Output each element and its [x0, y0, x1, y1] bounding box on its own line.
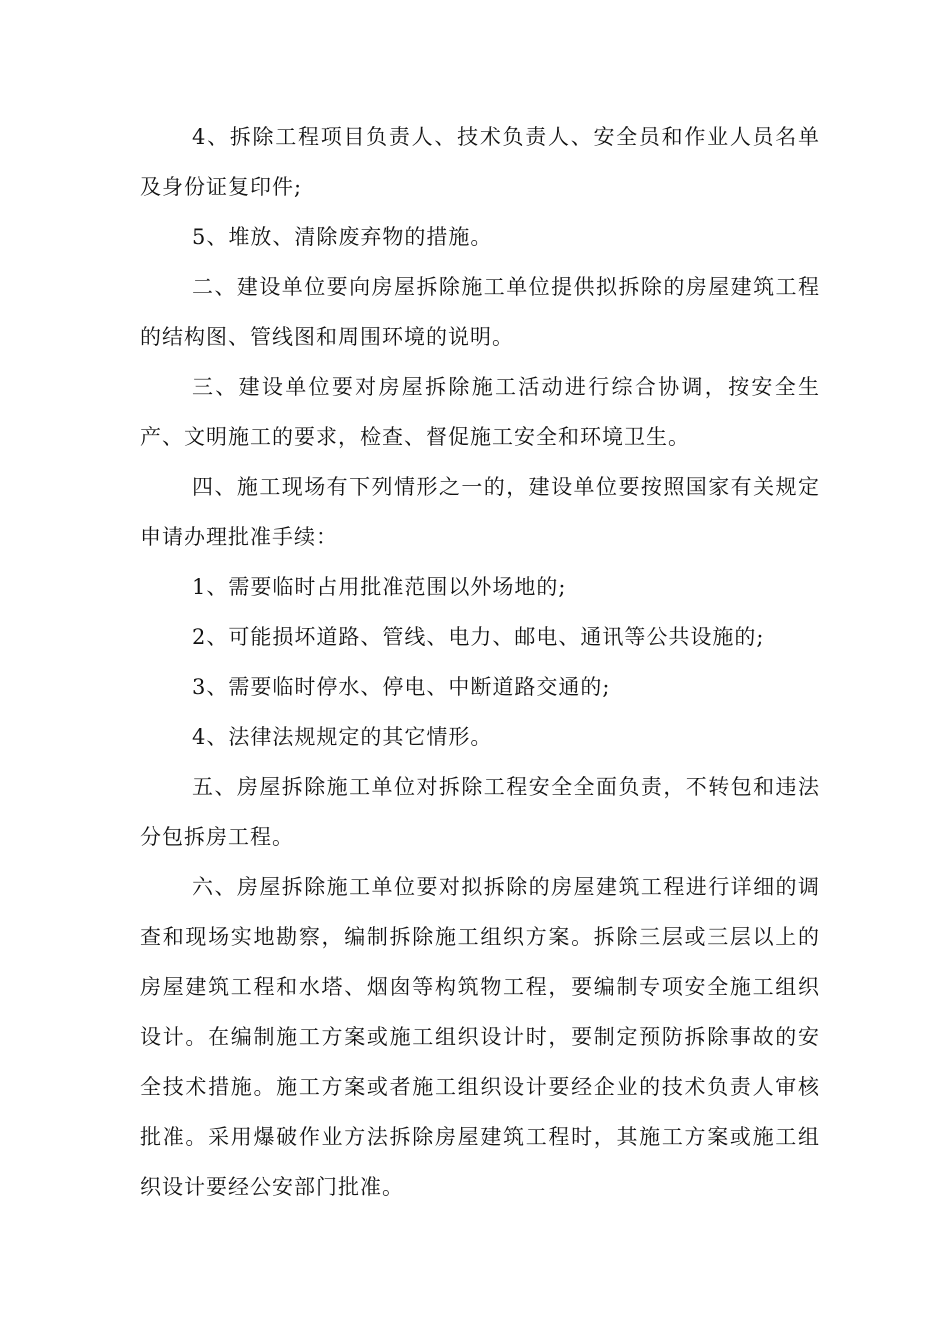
- paragraph-item-5-waste: 5、堆放、清除废弃物的措施。: [192, 225, 493, 249]
- paragraph-section-4: 四、施工现场有下列情形之一的，建设单位要按照国家有关规定申请办理批准手续：: [140, 475, 820, 549]
- paragraph-item-4-other: 4、法律法规规定的其它情形。: [192, 725, 493, 749]
- paragraph-item-2-facilities: 2、可能损坏道路、管线、电力、邮电、通讯等公共设施的;: [192, 625, 765, 649]
- paragraph-section-6: 六、房屋拆除施工单位要对拟拆除的房屋建筑工程进行详细的调查和现场实地勘察，编制拆除施工组织方案。拆除三层或三层以上的房屋建筑工程和水塔、烟囱等构筑物工程，要编制专项安全施工组织设计。在编制施工方案或施工组织设计时，要制定预防拆除事故的安全技术措施。施工方案或者施工组织设计要经企业的技术负责人审核批准。采用爆破作业方法拆除房屋建筑工程时，其施工方案或施工组织设计要经公安部门批准。: [140, 875, 820, 1199]
- paragraph-section-2: 二、建设单位要向房屋拆除施工单位提供拟拆除的房屋建筑工程的结构图、管线图和周围环境的说明。: [140, 275, 820, 349]
- paragraph-item-1-site: 1、需要临时占用批准范围以外场地的;: [192, 575, 567, 599]
- document-body: [140, 112, 820, 1212]
- paragraph-section-3: 三、建设单位要对房屋拆除施工活动进行综合协调，按安全生产、文明施工的要求，检查、督促施工安全和环境卫生。: [140, 375, 820, 449]
- paragraph-section-5: 五、房屋拆除施工单位对拆除工程安全全面负责，不转包和违法分包拆房工程。: [140, 775, 820, 849]
- paragraph-item-4-list: 4、拆除工程项目负责人、技术负责人、安全员和作业人员名单及身份证复印件;: [140, 125, 820, 199]
- paragraph-item-3-interruption: 3、需要临时停水、停电、中断道路交通的;: [192, 675, 611, 699]
